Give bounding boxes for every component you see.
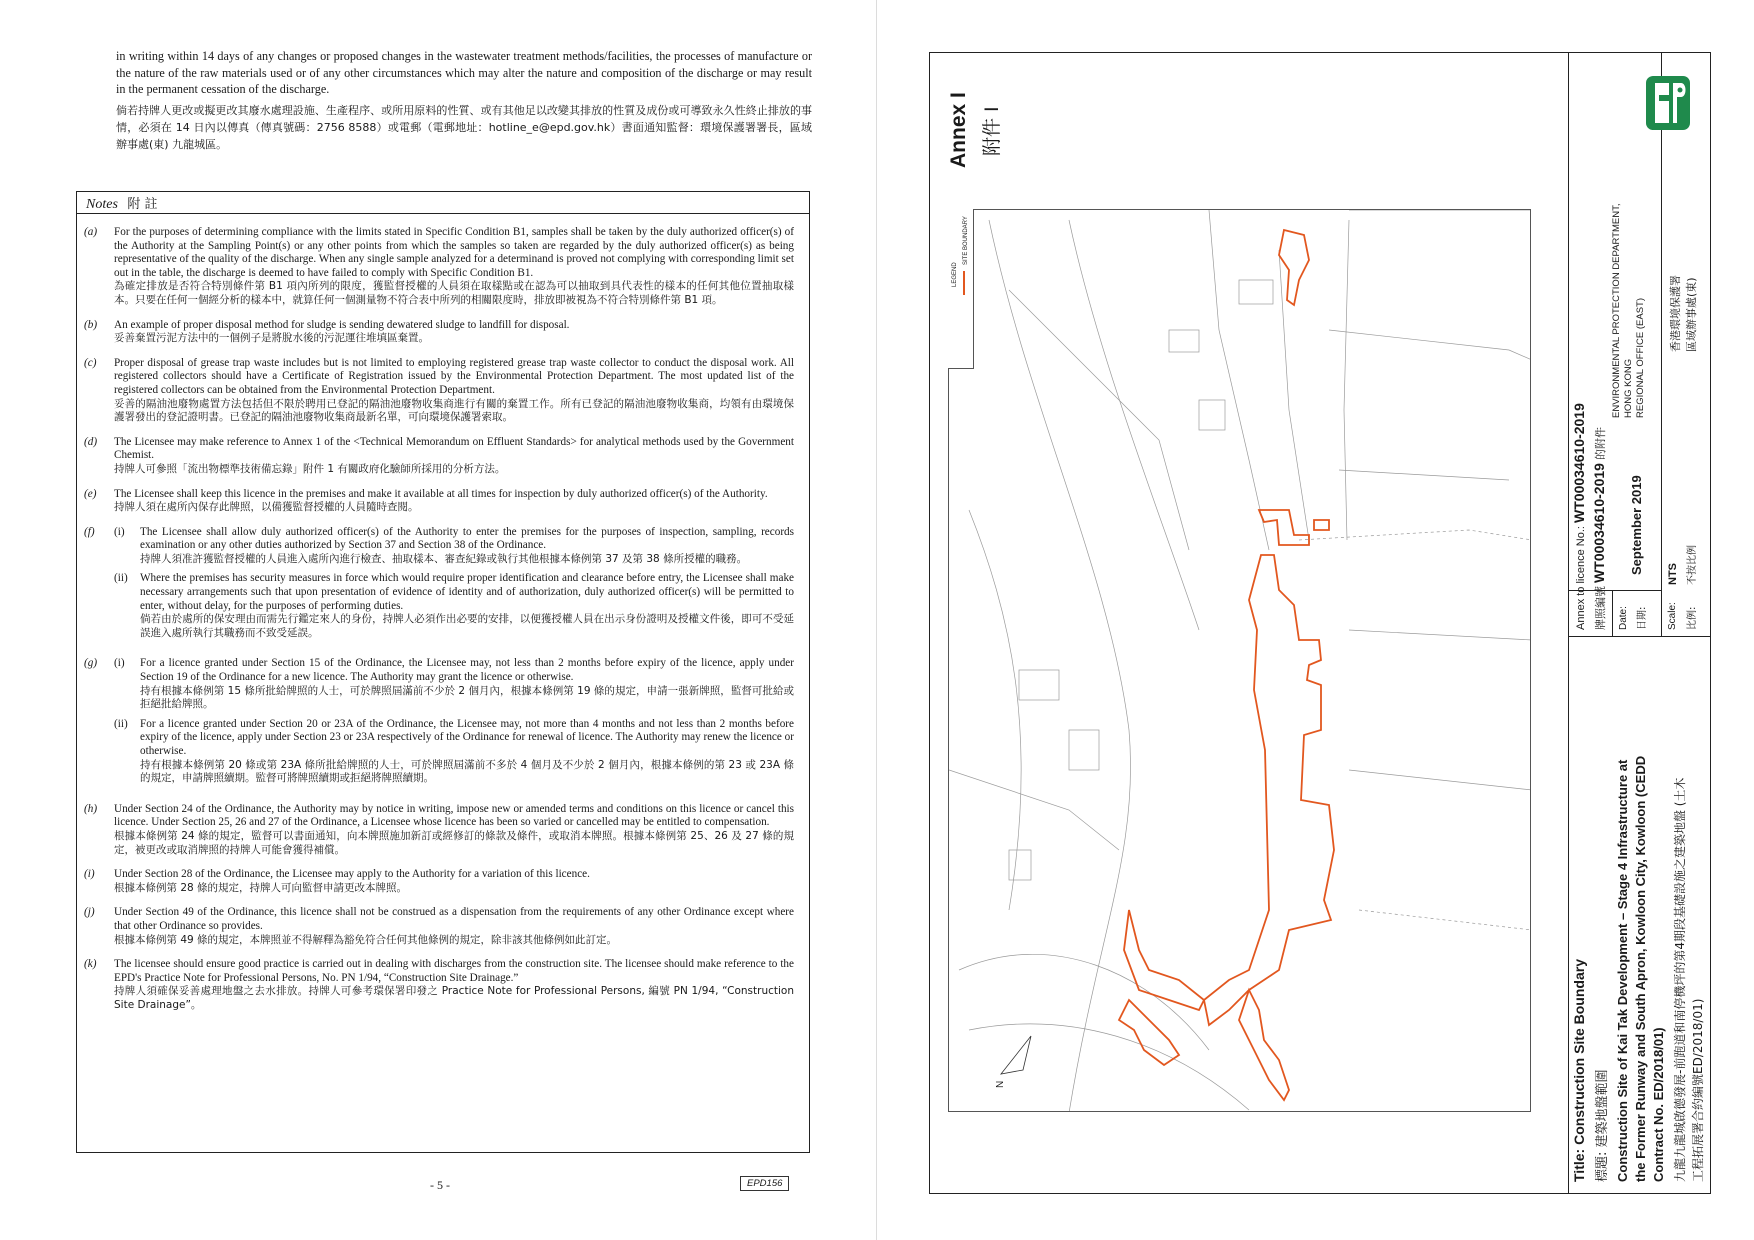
note-h	[84, 803, 794, 857]
note-text-en: The Licensee shall keep this licence in the premises and make it available at all times for inspection by duly authorized officer(s) of the Authority.	[114, 487, 768, 500]
map-legend	[948, 209, 974, 369]
note-g-item-i	[114, 657, 794, 711]
note-f	[84, 526, 794, 647]
note-letter: (i)	[84, 868, 95, 881]
note-text-en: The licensee should ensure good practice is carried out in dealing with discharges from the construction site. The licensee should make reference to the EPD's Practice Note for Professional Persons, No. PN 1/94, “Construction Site Drainage.”	[114, 958, 794, 984]
note-letter: (c)	[84, 356, 97, 369]
drawing-title: Title: Construction Site Boundary	[1571, 959, 1587, 1182]
sub-roman: (i)	[114, 657, 125, 670]
notes-title-zh: 附 註	[127, 197, 158, 212]
date-value: September 2019	[1629, 475, 1644, 575]
notes-list	[84, 226, 794, 1024]
north-arrow-icon	[997, 1030, 1037, 1080]
note-text-zh: 根據本條例第 24 條的規定，監督可以書面通知，向本牌照施加新訂或經修訂的條款及條件，或取消本牌照。根據本條例第 25、26 及 27 條的規定，被更改或取消牌照的持牌人可能會獲得補償。	[114, 829, 794, 856]
note-text-zh: 妥善棄置污泥方法中的一個例子是將脫水後的污泥運往堆填區棄置。	[114, 332, 429, 345]
intro-text-en: in writing within 14 days of any changes or proposed changes in the wastewater treatment methods/facilities, the processes of manufacture or the nature of the raw materials used or of any other circumstances which may alter the nature and composition of the discharge or may result in the permanent cessation of the discharge.	[116, 49, 812, 96]
scale-value: NTS	[1667, 563, 1679, 585]
drawing-title-zh: 標題: 建築地盤範圍	[1595, 1069, 1610, 1182]
page-number: - 5 -	[430, 1178, 450, 1192]
site-map	[948, 209, 1531, 1112]
scale-value-zh: 不按比例	[1687, 545, 1698, 585]
licence-number: WT00034610-2019	[1571, 403, 1587, 523]
project-desc-line-3: Contract No. ED/2018/01)	[1651, 1027, 1666, 1182]
licence-zh-label: 牌照編號	[1594, 586, 1607, 630]
title-block-divider	[1568, 636, 1711, 637]
annex-title: Annex I	[947, 92, 970, 168]
note-c	[84, 357, 794, 425]
note-letter: (j)	[84, 906, 95, 919]
note-letter: (b)	[84, 318, 98, 331]
north-label: N	[995, 1080, 1006, 1088]
note-text-zh: 妥善的隔油池廢物處置方法包括但不限於聘用已登記的隔油池廢物收集商進行有關的棄置工作。所有已登記的隔油池廢物收集商，均領有由環境保護署發出的登記證明書。已登記的隔油池廢物收集商最新名單，可向環境保護署索取。	[114, 397, 794, 424]
sub-text-zh: 持有根據本條例第 15 條所批給牌照的人士，可於牌照屆滿前不少於 2 個月內，根據本條例第 19 條的規定，申請一張新牌照，監督可批給或拒絕批給牌照。	[140, 684, 794, 711]
note-text-zh: 持牌人可參照「流出物標準技術備忘錄」附件 1 有關政府化驗師所採用的分析方法。	[114, 462, 506, 475]
sub-text-en: For a licence granted under Section 20 or 23A of the Ordinance, the Licensee may, not more than 4 months and not less than 2 months before expiry of the licence, apply under Section 23 or 23A respectively of the Ordinance for renewal of licence. The Authority may renew the licence or otherwise.	[140, 717, 794, 757]
note-letter: (f)	[84, 525, 95, 538]
note-f-item-i	[114, 526, 794, 567]
site-map-drawing	[949, 210, 1531, 1112]
annex-to-licence-label: Annex to licence No.:	[1575, 526, 1587, 630]
project-desc-line-2: the Former Runway and South Apron, Kowloon City, Kowloon (CEDD	[1633, 755, 1648, 1182]
note-text-zh: 根據本條例第 49 條的規定，本牌照並不得解釋為豁免符合任何其他條例的規定，除非該其他條例如此訂定。	[114, 933, 618, 946]
note-a	[84, 226, 794, 308]
epd-logo-icon	[1645, 75, 1691, 131]
note-text-zh: 根據本條例第 28 條的規定，持牌人可向監督申請更改本牌照。	[114, 881, 408, 894]
licence-row	[1571, 403, 1587, 630]
scale-label-zh: 比例:	[1687, 606, 1698, 630]
licence-number-zh-row: WT00034610-2019	[1591, 463, 1607, 583]
intro-text-zh: 倘若持牌人更改或擬更改其廢水處理設施、生產程序、或所用原料的性質、或有其他足以改變其排放的性質及成份或可導致永久性終止排放的事情，必須在 14 日內以傳真（傳真號碼：2756 8588）或電郵（電郵地址：hotline_e@epd.gov.hk）書面通知監督：環境保護署署長，區域辦事處(東) 九龍城區。	[116, 103, 812, 151]
title-block-col-divider	[1661, 52, 1662, 636]
note-text-en: Under Section 28 of the Ordinance, the Licensee may apply to the Authority for a variation of this licence.	[114, 868, 590, 881]
note-g-item-ii	[114, 718, 794, 786]
project-desc-zh-2: 工程拓展署合約編號ED/2018/01)	[1691, 998, 1705, 1182]
note-text-en: Under Section 24 of the Ordinance, the Authority may by notice in writing, impose new or amended terms and conditions on this licence or cancel this licence. Under Section 25, 26 and 27 of the Ordinance, a Licensee whose licence has been so varied or cancelled may be entitled to compensation.	[114, 802, 794, 829]
sub-roman: (ii)	[114, 572, 128, 585]
date-label-zh: 日期:	[1637, 606, 1648, 630]
note-k	[84, 958, 794, 1012]
note-e	[84, 488, 794, 515]
project-desc-line-1: Construction Site of Kai Tak Development – Stage 4 Infrastructure at	[1615, 759, 1630, 1182]
note-letter: (a)	[84, 226, 98, 238]
intro-paragraph	[116, 48, 812, 153]
note-text-en: The Licensee may make reference to Annex 1 of the <Technical Memorandum on Effluent Standards> for analytical methods used by the Government Chemist.	[114, 435, 794, 462]
note-text-en: For the purposes of determining compliance with the limits stated in Specific Condition B1, samples shall be taken by the duly authorized officer(s) of the Authority at the Sampling Point(s) or any other points from which the samples so taken are regarded by the duly authorized officer(s) as being representative of the quality of the discharge. When any single sample analyzed for a determinand is proved not complying with corresponding limit set out in the table, the discharge is deemed to have failed to comply with Specific Condition B1.	[114, 226, 794, 279]
note-b	[84, 319, 794, 346]
sub-text-en: For a licence granted under Section 15 of the Ordinance, the Licensee may, not less than 2 months before expiry of the licence, apply under Section 19 of the Ordinance for a new licence. The Authority may grant the licence or otherwise.	[140, 657, 794, 684]
note-letter: (g)	[84, 657, 98, 670]
legend-title: LEGEND	[952, 262, 958, 287]
note-text-en: Under Section 49 of the Ordinance, this licence shall not be construed as a dispensation from the requirements of any other Ordinance except where that other Ordinance so provides.	[114, 906, 794, 932]
dept-name-1: ENVIRONMENTAL PROTECTION DEPARTMENT,	[1611, 203, 1622, 418]
dept-name-zh-2: 區域辦事處(東)	[1685, 277, 1698, 352]
note-letter: (k)	[84, 958, 97, 971]
note-text-en: An example of proper disposal method for sludge is sending dewatered sludge to landfill for disposal.	[114, 318, 570, 331]
site-boundary	[1119, 230, 1334, 1100]
notes-heading	[76, 191, 810, 214]
sub-text-zh: 持牌人須准許獲監督授權的人員進入處所內進行檢查、抽取樣本、審查紀錄或執行其他根據本條例第 37 及第 38 條所授權的職務。	[140, 552, 748, 565]
note-g	[84, 657, 794, 791]
sub-text-en: The Licensee shall allow duly authorized officer(s) of the Authority to enter the premises for the purposes of inspection, sampling, records examination or any other duties authorized by Section 37 and Section 38 of the Ordinance.	[140, 525, 794, 552]
licence-row-zh	[1591, 427, 1608, 630]
scale-label: Scale:	[1667, 602, 1678, 630]
project-desc-zh-1: 九龍九龍城啟德發展-前跑道和南停機坪的第4期段基礎設施之建築地盤 (土木	[1673, 777, 1687, 1182]
note-letter: (e)	[84, 487, 97, 500]
annex-title-zh: 附件 I	[981, 106, 1003, 156]
note-letter: (d)	[84, 435, 98, 448]
epd-logo	[1645, 75, 1691, 131]
north-arrow	[997, 1030, 1037, 1080]
title-block-cell-divider-2	[1612, 590, 1613, 636]
legend-item-label: SITE BOUNDARY	[963, 216, 969, 265]
notes-title: Notes	[86, 197, 118, 212]
dept-name-zh-1: 香港環境保護署	[1669, 275, 1682, 352]
date-label: Date:	[1618, 606, 1629, 630]
dept-name-3: REGIONAL OFFICE (EAST)	[1635, 298, 1646, 418]
note-text-zh: 為確定排放是否符合特別條件第 B1 項內所列的限度，獲監督授權的人員須在取樣點或在認為可以抽取到具代表性的樣本的任何其他位置抽取樣本。只要在任何一個經分析的樣本中，就算任何一個測量物不符合表中所列的相關限度時，排放即被視為不符合特別條件第 B1 項。	[114, 280, 794, 306]
form-code: EPD156	[740, 1176, 789, 1191]
dept-name-2: HONG KONG	[1623, 358, 1634, 418]
legend-swatch	[963, 271, 965, 295]
sub-roman: (ii)	[114, 717, 128, 730]
annex-map-page	[877, 0, 1754, 1240]
note-letter: (h)	[84, 802, 98, 815]
note-text-zh: 持牌人須確保妥善處理地盤之去水排放。持牌人可參考環保署印發之 Practice Note for Professional Persons, 編號 PN 1/94, “Construction Site Drainage”。	[114, 985, 794, 1011]
note-d	[84, 436, 794, 477]
sub-roman: (i)	[114, 525, 125, 538]
licence-zh-suffix: 的附件	[1594, 427, 1607, 460]
note-f-item-ii	[114, 572, 794, 640]
sub-text-en: Where the premises has security measures in force which would require proper identification and clearance before entry, the Licensee shall make necessary arrangements such that upon presentation of evidence of identity and of authorization, duly authorized officer(s) will be permitted to enter, without delay, for the purposes of performing duties.	[140, 572, 794, 612]
sub-text-zh: 倘若由於處所的保安理由而需先行鑑定來人的身份，持牌人必須作出必要的安排，以便獲授權人員在出示身份證明及授權文件後，即可不受延誤進入處所執行其職務而不致受延誤。	[140, 613, 794, 639]
note-i	[84, 868, 794, 895]
note-j	[84, 906, 794, 947]
sub-text-zh: 持有根據本條例第 20 條或第 23A 條所批給牌照的人士，可於牌照屆滿前不多於 4 個月及不少於 2 個月內，根據本條例的第 23 或 23A 條的規定，申請牌照續期。監督可將牌照續期或拒絕將牌照續期。	[140, 758, 794, 785]
note-text-en: Proper disposal of grease trap waste includes but is not limited to employing registered grease trap waste collector to conduct the disposal work. All registered collectors should have a Certificate of Registration issued by the Environmental Protection Department. The most updated list of the registered collectors can be obtained from the Environmental Protection Department.	[114, 356, 794, 396]
note-text-zh: 持牌人須在處所內保存此牌照，以備獲監督授權的人員隨時查閱。	[114, 501, 419, 514]
base-map-linework	[949, 210, 1531, 1112]
